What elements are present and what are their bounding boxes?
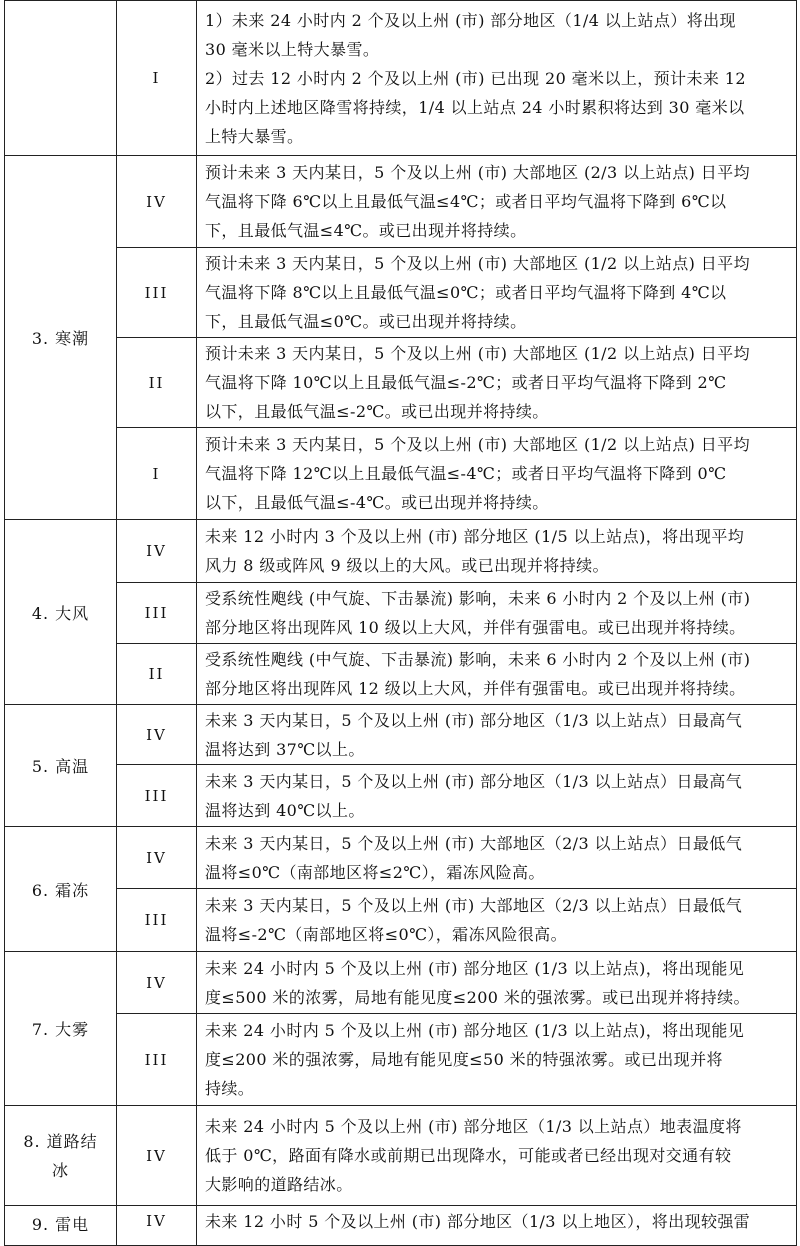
criteria-line: 未来 24 小时内 5 个及以上州 (市) 部分地区 (1/3 以上站点)，将出现能见	[205, 1021, 745, 1040]
hazard-cell-fog: 7. 大雾	[5, 952, 117, 1106]
criteria-line: 未来 12 小时 5 个及以上州 (市) 部分地区（1/3 以上地区），将出现较强雷	[205, 1212, 751, 1231]
criteria-cell	[197, 765, 797, 827]
table-row	[5, 338, 797, 428]
level-cell: IV	[117, 952, 197, 1014]
criteria-line: 以下，且最低气温≤-2℃。或已出现并将持续。	[205, 402, 549, 421]
criteria-line: 未来 3 天内某日，5 个及以上州 (市) 大部地区（2/3 以上站点）日最低气	[205, 833, 743, 853]
criteria-line: 持续。	[205, 1079, 255, 1098]
level-cell: II	[117, 644, 197, 705]
criteria-line: 1）未来 24 小时内 2 个及以上州 (市) 部分地区（1/4 以上站点）将出现	[205, 10, 736, 30]
criteria-cell	[197, 428, 797, 520]
criteria-cell	[197, 827, 797, 889]
table-row	[5, 583, 797, 644]
hazard-cell-continued	[5, 1, 117, 156]
criteria-cell	[197, 248, 797, 338]
criteria-line: 以下，且最低气温≤-4℃。或已出现并将持续。	[205, 493, 549, 512]
hazard-cell-lightning: 9. 雷电	[5, 1206, 117, 1246]
level-cell: IV	[117, 1106, 197, 1206]
level-cell: III	[117, 248, 197, 338]
warning-criteria-table	[4, 0, 797, 1246]
criteria-line: 预计未来 3 天内某日，5 个及以上州 (市) 大部地区 (1/2 以上站点) 日平均	[205, 435, 750, 454]
criteria-cell	[197, 952, 797, 1014]
criteria-line: 未来 3 天内某日，5 个及以上州 (市) 大部地区（2/3 以上站点）日最低气	[205, 896, 743, 915]
table-row	[5, 520, 797, 583]
criteria-cell	[197, 1, 797, 156]
criteria-line: 大影响的道路结冰。	[205, 1175, 353, 1194]
criteria-cell	[197, 1106, 797, 1206]
criteria-line: 预计未来 3 天内某日，5 个及以上州 (市) 大部地区 (1/2 以上站点) 日平均	[205, 254, 750, 273]
table-row	[5, 248, 797, 338]
level-cell: II	[117, 338, 197, 428]
criteria-line: 未来 3 天内某日，5 个及以上州 (市) 部分地区（1/3 以上站点）日最高气	[205, 710, 743, 730]
criteria-line: 预计未来 3 天内某日，5 个及以上州 (市) 大部地区 (1/2 以上站点) 日平均	[205, 344, 750, 363]
table-row	[5, 428, 797, 520]
table-row	[5, 1, 797, 156]
criteria-line: 下，且最低气温≤0℃。或已出现并将持续。	[205, 312, 527, 331]
table-row	[5, 1014, 797, 1106]
criteria-line: 风力 8 级或阵风 9 级以上的大风。或已出现并将持续。	[205, 556, 609, 575]
level-cell: III	[117, 765, 197, 827]
level-cell: I	[117, 1, 197, 156]
criteria-line: 未来 24 小时内 5 个及以上州 (市) 部分地区（1/3 以上站点）地表温度将	[205, 1117, 742, 1136]
criteria-cell	[197, 1014, 797, 1106]
criteria-cell	[197, 156, 797, 248]
criteria-line: 上特大暴雪。	[205, 126, 304, 146]
criteria-cell	[197, 889, 797, 952]
table-row	[5, 889, 797, 952]
level-cell: III	[117, 1014, 197, 1106]
level-cell: I	[117, 428, 197, 520]
table-row	[5, 156, 797, 248]
criteria-cell	[197, 705, 797, 765]
level-cell: III	[117, 583, 197, 644]
hazard-cell-gale: 4. 大风	[5, 520, 117, 705]
criteria-line: 气温将下降 8℃以上且最低气温≤0℃；或者日平均气温将下降到 4℃以	[205, 283, 727, 302]
hazard-cell-frost: 6. 霜冻	[5, 827, 117, 952]
criteria-line: 低于 0℃，路面有降水或前期已出现降水，可能或者已经出现对交通有较	[205, 1146, 732, 1165]
criteria-line: 2）过去 12 小时内 2 个及以上州 (市) 已出现 20 毫米以上，预计未来 12	[205, 68, 746, 88]
criteria-line: 气温将下降 12℃以上且最低气温≤-4℃；或者日平均气温将下降到 0℃	[205, 464, 727, 483]
criteria-line: 温将≤0℃（南部地区将≤2℃），霜冻风险高。	[205, 862, 545, 882]
criteria-line: 部分地区将出现阵风 12 级以上大风，并伴有强雷电。或已出现并将持续。	[205, 679, 746, 698]
table-row	[5, 827, 797, 889]
criteria-line: 受系统性飑线 (中气旋、下击暴流) 影响，未来 6 小时内 2 个及以上州 (市)	[205, 650, 751, 669]
table-row	[5, 765, 797, 827]
criteria-line: 部分地区将出现阵风 10 级以上大风，并伴有强雷电。或已出现并将持续。	[205, 618, 746, 637]
table-row	[5, 1206, 797, 1246]
level-cell: IV	[117, 156, 197, 248]
criteria-line: 小时内上述地区降雪将持续，1/4 以上站点 24 小时累积将达到 30 毫米以	[205, 97, 745, 117]
level-cell: IV	[117, 705, 197, 765]
table-row	[5, 644, 797, 705]
criteria-line: 度≤500 米的浓雾，局地有能见度≤200 米的强浓雾。或已出现并将持续。	[205, 987, 750, 1007]
criteria-cell	[197, 583, 797, 644]
criteria-line: 预计未来 3 天内某日，5 个及以上州 (市) 大部地区 (2/3 以上站点) 日平均	[205, 163, 750, 182]
criteria-line: 温将达到 37℃以上。	[205, 739, 365, 759]
hazard-cell-cold-wave: 3. 寒潮	[5, 156, 117, 520]
level-cell: IV	[117, 827, 197, 889]
hazard-cell-road-icing: 8. 道路结冰	[5, 1106, 117, 1206]
criteria-line: 温将达到 40℃以上。	[205, 800, 365, 820]
table-row	[5, 705, 797, 765]
hazard-cell-heat: 5. 高温	[5, 705, 117, 827]
criteria-line: 未来 24 小时内 5 个及以上州 (市) 部分地区 (1/3 以上站点)，将出现能见	[205, 958, 745, 978]
level-cell: IV	[117, 1206, 197, 1246]
criteria-line: 受系统性飑线 (中气旋、下击暴流) 影响，未来 6 小时内 2 个及以上州 (市)	[205, 589, 751, 608]
level-cell: III	[117, 889, 197, 952]
criteria-line: 气温将下降 10℃以上且最低气温≤-2℃；或者日平均气温将下降到 2℃	[205, 373, 727, 392]
criteria-cell	[197, 644, 797, 705]
criteria-line: 30 毫米以上特大暴雪。	[205, 39, 380, 59]
criteria-cell	[197, 338, 797, 428]
table-row	[5, 952, 797, 1014]
criteria-line: 度≤200 米的强浓雾，局地有能见度≤50 米的特强浓雾。或已出现并将	[205, 1050, 723, 1069]
criteria-cell	[197, 1206, 797, 1246]
criteria-line: 温将≤-2℃（南部地区将≤0℃），霜冻风险很高。	[205, 925, 567, 944]
criteria-line: 气温将下降 6℃以上且最低气温≤4℃；或者日平均气温将下降到 6℃以	[205, 192, 727, 211]
level-cell: IV	[117, 520, 197, 583]
criteria-line: 未来 12 小时内 3 个及以上州 (市) 部分地区 (1/5 以上站点)，将出现平均	[205, 527, 745, 546]
criteria-line: 未来 3 天内某日，5 个及以上州 (市) 部分地区（1/3 以上站点）日最高气	[205, 771, 743, 791]
table-row	[5, 1106, 797, 1206]
criteria-cell	[197, 520, 797, 583]
criteria-line: 下，且最低气温≤4℃。或已出现并将持续。	[205, 221, 527, 240]
